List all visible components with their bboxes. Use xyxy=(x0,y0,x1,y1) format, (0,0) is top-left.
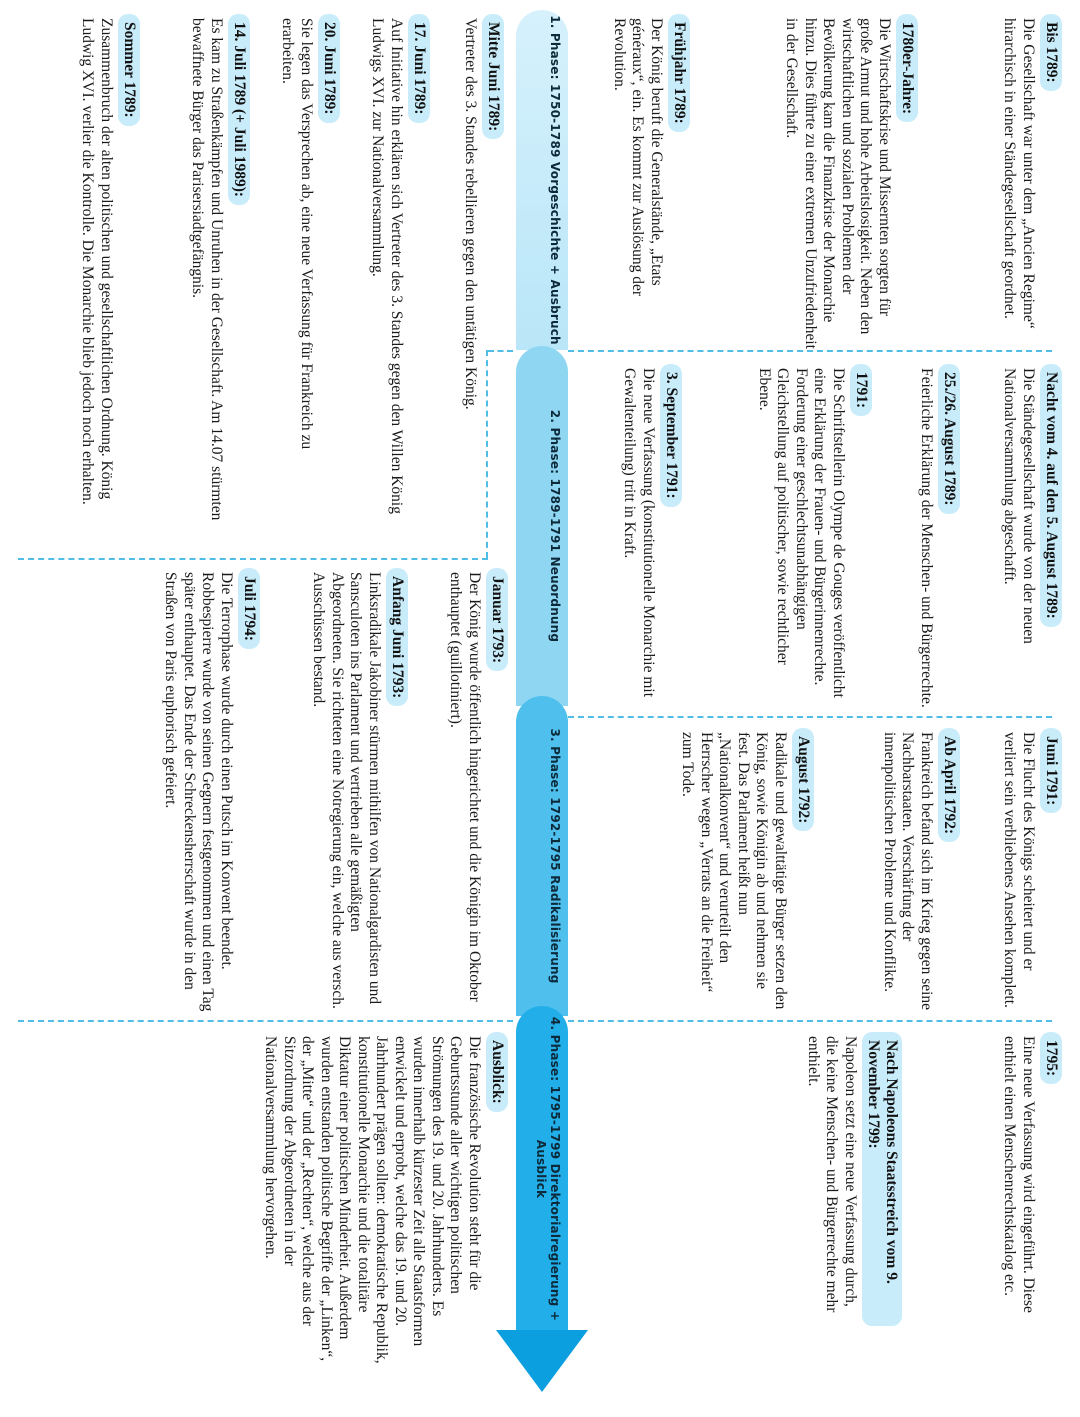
entry-text: Vertreter des 3. Standes rebellieren gegen den untätigen König. xyxy=(462,18,479,410)
arrow-head-icon xyxy=(496,1330,588,1392)
entry-heading: Nach Napoleons Staatsstreich vom 9. November 1799: xyxy=(862,1032,902,1326)
entry-heading: 1791: xyxy=(850,364,872,416)
entry-januar-1793 xyxy=(446,572,508,1012)
entry-text: Napoleon setzt eine neue Verfassung durch, die keine Menschen- und Bürgerrechte mehr enthielt. xyxy=(805,1036,859,1313)
entry-heading: Ausblick: xyxy=(486,1032,508,1112)
entry-text: Die Flucht des Königs scheitert und er verliert sein verbliebenes Ansehen komplett. xyxy=(1001,732,1037,1008)
entry-text: Die Terrorphase wurde durch einen Putsch im Konvent beendet. Robbespierre wurde von seinen Gegnern festgenommen und einen Tag später enthauptet. Das Ende der Schreckensherrschaft wurde in den Straßen von Paris euphorisch gefeiert. xyxy=(162,572,235,1012)
entry-text: Es kam zu Straßenkämpfen und Unruhen in der Gesellschaft. Am 14.07 stürmten bewaffnete Bürger das Parisersiadtgefängnis. xyxy=(189,18,225,521)
entry-heading: Sommer 1789: xyxy=(118,14,140,126)
phase-1-label: 1. Phase: 1750-1789 Vorgeschichte + Ausbruch xyxy=(548,15,562,345)
phase-2-segment xyxy=(516,346,568,706)
entry-text: Die Wirtschaftskrise und Missernten sorgten für große Armut und hohe Arbeitslosigkeit. Neben den wirtschaftlichen und sozialen Problemen der Bevölkerung kam die Finanzkrise der Monarchie hinzu. Dies führte zu einer extremen Unzufriedenheit in der Gesellschaft. xyxy=(783,18,893,349)
entry-1791 xyxy=(755,368,873,708)
entry-text: Eine neue Verfassung wird eingeführt. Diese enthielt einen Menschenrechtskatalog etc. xyxy=(1001,1036,1037,1313)
entry-sommer-1789 xyxy=(78,18,140,538)
entry-anfang-juni-1793 xyxy=(309,572,408,1022)
entry-text: Radikale und gewalttätige Bürger setzen den König, sowie Königin ab und nehmen sie fest. Das Parlament heißt nun „Nationalkonvent“ und verurteilt den Herrscher wegen „Verrats an die Freiheit“ zum Tode. xyxy=(679,732,789,1010)
entry-juli-1794 xyxy=(161,572,260,1012)
entry-heading: 20. Juni 1789: xyxy=(318,14,340,123)
entry-17-juni-1789 xyxy=(368,18,430,518)
entry-heading: 1795: xyxy=(1040,1032,1062,1084)
entry-1780er xyxy=(782,18,918,353)
entry-3-september-1791 xyxy=(620,368,682,708)
phase-2-label: 2. Phase: 1789-1791 Neuordnung xyxy=(548,409,562,643)
separator-top-2 xyxy=(568,716,1052,718)
phase-4-segment xyxy=(516,1006,568,1332)
entry-heading: 3. September 1791: xyxy=(660,364,682,507)
entry-heading: Mitte Juni 1789: xyxy=(482,14,504,139)
entry-text: Frankreich befand sich im Krieg gegen seine Nachbarstaaten. Verschärfung der innenpolitischen Probleme und Konflikte. xyxy=(881,732,935,1011)
entry-heading: Juni 1791: xyxy=(1040,728,1062,813)
entry-november-1799 xyxy=(804,1036,903,1326)
separator-top-3 xyxy=(568,1020,1052,1022)
phase-1-segment xyxy=(516,10,568,350)
entry-text: Auf Initiative hin erklären sich Vertreter des 3. Standes gegen den Willen König Ludwigs XVI. zur Nationalversammlung. xyxy=(369,18,405,514)
entry-juni-1791 xyxy=(1000,732,1062,1012)
entry-heading: 25./26. August 1789: xyxy=(938,364,960,514)
entry-august-1792 xyxy=(678,732,814,1012)
entry-text: Der König beruft die Generalstände, „Etats généraux“, ein. Es kommt zur Auslösung der Revolution. xyxy=(611,18,665,297)
entry-text: Sie legen das Versprechen ab, eine neue Verfassung für Frankreich zu erarbeiten. xyxy=(279,18,315,450)
phase-3-label: 3. Phase: 1792-1795 Radikalisierung xyxy=(548,728,562,984)
entry-text: Linksradikale Jakobiner stürmen mithilfen von Nationalgardisten und Sansculoten ins Parlament und vertrieben alle gemäßigten Abgeordneten. Sie richteten eine Notregierung ein, welche aus versch. Ausschüssen bestand. xyxy=(310,572,383,1009)
phase-3-segment xyxy=(516,696,568,1016)
entry-14-juli-1789 xyxy=(188,18,250,538)
entry-heading: Bis 1789: xyxy=(1040,14,1062,91)
entry-heading: 14. Juli 1789 (+ Juli 1989): xyxy=(228,14,250,205)
entry-text: Die Ständegesellschaft wurde von der neuen Nationalversammlung abgeschafft. xyxy=(1001,368,1037,644)
entry-ab-april-1792 xyxy=(880,732,961,1012)
phase-4-label: 4. Phase: 1795-1799 Direktorialregierung + Ausblick xyxy=(534,1016,562,1322)
entry-text: Der König wurde öffentlich hingerichtet und die Königin im Oktober enthauptet (guillotiniert). xyxy=(447,572,483,1002)
entry-heading: August 1792: xyxy=(792,728,814,831)
entry-heading: Frühjahr 1789: xyxy=(668,14,690,132)
entry-nacht-4-august-1789 xyxy=(1000,368,1062,708)
entry-text: Feierliche Erklärung der Menschen- und Bürgerrechte. xyxy=(918,368,935,708)
entry-heading: Juli 1794: xyxy=(238,568,260,649)
entry-bis-1789 xyxy=(1000,18,1062,338)
entry-1795 xyxy=(1000,1036,1062,1326)
entry-text: Die neue Verfassung (konstitutionelle Monarchie mit Gewaltenteilung) tritt in Kraft. xyxy=(621,368,657,698)
entry-text: Die Schriftstellerin Olympe de Gouges veröffentlicht eine Erklärung der Frauen- und Bürgerinnenrechte. Forderung einer geschlechtsunabhängigen Gleichstellung auf politischer, sowie rechtlicher Ebene. xyxy=(756,368,847,698)
separator-bottom-3 xyxy=(18,1020,513,1022)
entry-text: Die Gesellschaft war unter dem „Ancien Regime“ hirarchisch in einer Ständegesellschaft geordnet. xyxy=(1001,18,1037,329)
entry-20-juni-1789 xyxy=(278,18,340,518)
entry-mitte-juni-1789 xyxy=(461,18,505,538)
entry-fruehjahr-1789 xyxy=(610,18,691,348)
entry-ausblick xyxy=(261,1036,508,1366)
separator-bottom-2 xyxy=(18,558,488,560)
entry-text: Zusammenbruch der alten politischen und gesellschaftlichen Ordnung. König Ludwig XVI. verlier die Kontrolle. Die Monarchie blieb jedoch noch erhalten. xyxy=(79,18,115,505)
entry-heading: Anfang Juni 1793: xyxy=(386,568,408,706)
entry-heading: 17. Juni 1789: xyxy=(408,14,430,123)
entry-heading: Ab April 1792: xyxy=(938,728,960,842)
entry-text: Die französische Revolution steht für die Geburtsstunde aller wichtigen politischen Strömungen des 19. und 20. Jahrhunderts. Es wurden innerhalb kürzester Zeit alle Staatsformen entwickelt und erprobt, welche das 19. und 20. Jahrhundert prägen sollten: demokratische Republik, konstitutionelle Monarchie und die totalitäre Diktatur einer politischen Minderheit. Außerdem wurden entstanden politische Begriffe der „Linken“, der „Mitte“ und der „Rechten“, welche aus der Sitzordnung der Abgeordneten in der Nationalversammlung hervorgehen. xyxy=(262,1036,483,1364)
entry-heading: Nacht vom 4. auf den 5. August 1789: xyxy=(1040,364,1062,627)
entry-25-august-1789 xyxy=(917,368,961,708)
entry-heading: Januar 1793: xyxy=(486,568,508,671)
entry-heading: 1780er-Jahre: xyxy=(896,14,918,122)
